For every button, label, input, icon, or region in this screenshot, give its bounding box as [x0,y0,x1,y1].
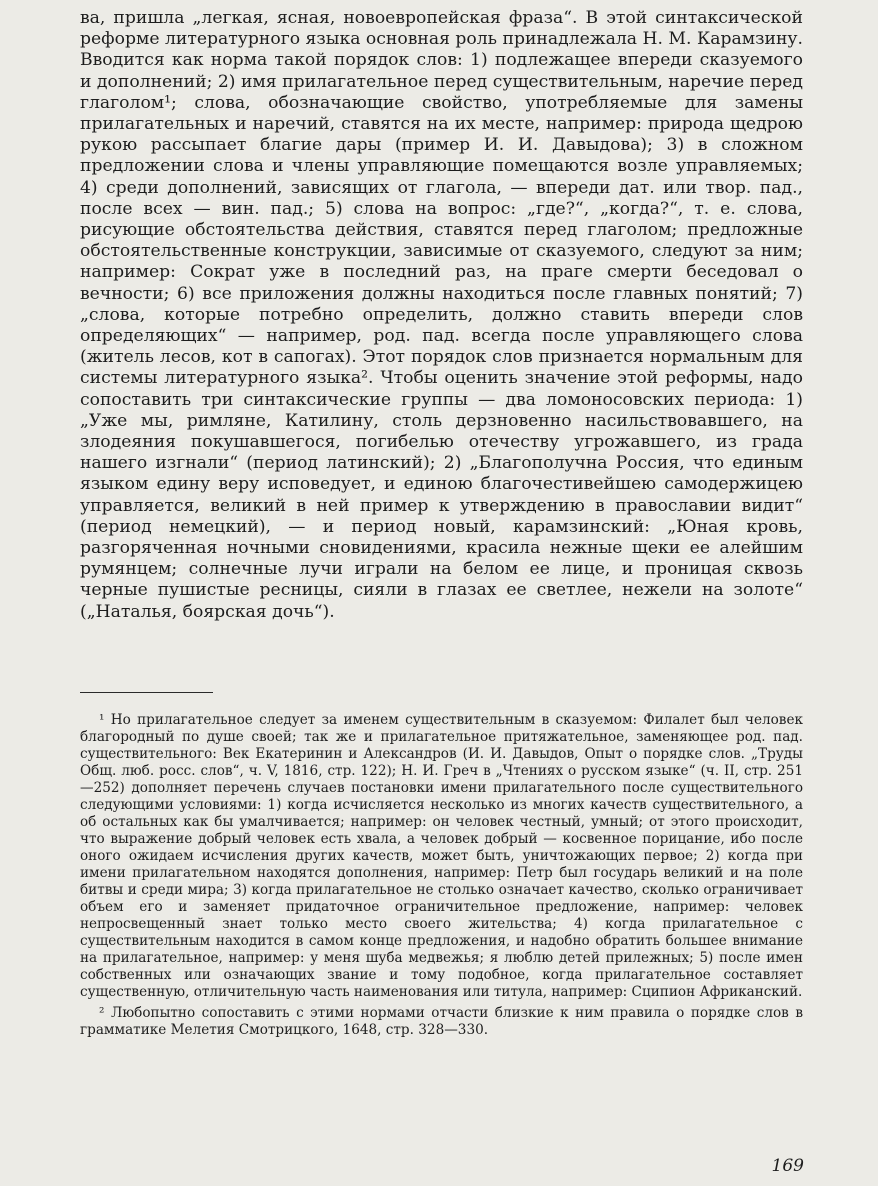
footnote-2: ² Любопытно сопоставить с этими нормами отчасти близкие к ним правила о порядке слов в грамматике Мелетия Смотрицкого, 1648, стр. 328—330. [80,1005,803,1038]
footnote-divider [80,692,213,693]
footnote-1: ¹ Но прилагательное следует за именем существительным в сказуемом: Филалет был человек благородный по душе своей; так же и прилагательное притяжательное, заменяющее род. пад. существительного: Век Екатеринин и Александров (И. И. Давыдов, Опыт о порядке слов. „Труды Общ. люб. росс. слов“, ч. V, 1816, стр. 122); Н. И. Греч в „Чтениях о русском языке“ (ч. II, стр. 251—252) дополняет перечень случаев постановки имени прилагательного после существительного следующими условиями: 1) когда исчисляется несколько из многих качеств существительного, а об остальных как бы умалчивается; например: он человек честный, умный; от этого происходит, что выражение добрый человек есть хвала, а человек добрый — косвенное порицание, ибо после оного ожидаем исчисления других качеств, может быть, уничтожающих первое; 2) когда при имени прилагательном находятся дополнения, например: Петр был государь великий и на поле битвы и среди мира; 3) когда прилагательное не столько означает качество, сколько ограничивает объем его и заменяет придаточное ограничительное предложение, например: человек непросвещенный знает только место своего жительства; 4) когда прилагательное с существительным находится в самом конце предложения, и надобно обратить большее внимание на прилагательное, например: у меня шуба медвежья; я люблю детей прилежных; 5) после имен собственных или означающих звание и тому подобное, когда прилагательное составляет существенную, отличительную часть наименования или титула, например: Сципион Африканский. [80,712,803,1000]
main-paragraph: ва, пришла „легкая, ясная, новоевропейская фраза“. В этой синтаксической реформе литературного языка основная роль принадлежала Н. М. Карамзину. Вводится как норма такой порядок слов: 1) подлежащее впереди сказуемого и дополнений; 2) имя прилагательное перед существительным, наречие перед глаголом¹; слова, обозначающие свойство, употребляемые для замены прилагательных и наречий, ставятся на их месте, например: природа щедрою рукою рассыпает благие дары (пример И. И. Давыдова); 3) в сложном предложении слова и члены управляющие помещаются возле управляемых; 4) среди дополнений, зависящих от глагола, — впереди дат. или твор. пад., после всех — вин. пад.; 5) слова на вопрос: „где?“, „когда?“, т. е. слова, рисующие обстоятельства действия, ставятся перед глаголом; предложные обстоятельственные конструкции, зависимые от сказуемого, следуют за ним; например: Сократ уже в последний раз, на праге смерти беседовал о вечности; 6) все приложения должны находиться после главных понятий; 7) „слова, которые потребно определить, должно ставить впереди слов определяющих“ — например, род. пад. всегда после управляющего слова (житель лесов, кот в сапогах). Этот порядок слов признается нормальным для системы литературного языка². Чтобы оценить значение этой реформы, надо сопоставить три синтаксические группы — два ломоносовских периода: 1) „Уже мы, римляне, Катилину, столь дерзновенно насильствовавшего, на злодеяния покушавшегося, погибелью отечеству угрожавшего, из града нашего изгнали“ (период латинский); 2) „Благополучна Россия, что единым языком едину веру исповедует, и единою благочестивейшею самодержицею управляется, великий в ней пример к утверждению в православии видит“ (период немецкий), — и период новый, карамзинский: „Юная кровь, разгоряченная ночными сновидениями, красила нежные щеки ее алейшим румянцем; солнечные лучи играли на белом ее лице, и проницая сквозь черные пушистые ресницы, сияли в глазах ее светлее, нежели на золоте“ („Наталья, боярская дочь“). [80,8,803,622]
page-number: 169 [771,1156,804,1176]
footnotes [80,712,803,1039]
body-text [80,8,803,623]
